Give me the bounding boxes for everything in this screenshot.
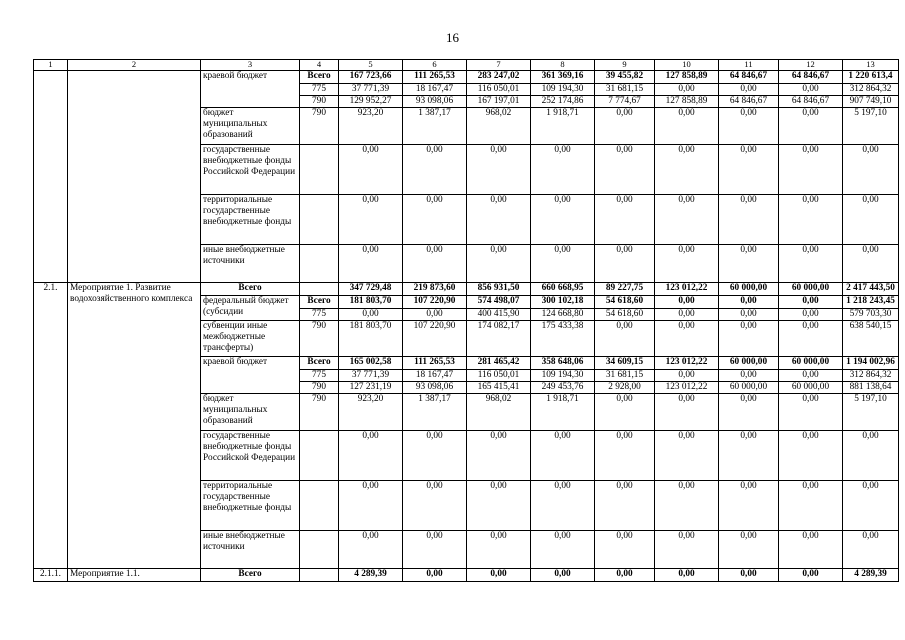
- amount-cell: 54 618,60: [595, 309, 655, 321]
- column-number-row: [34, 60, 899, 71]
- amount-cell: 0,00: [719, 108, 779, 145]
- amount-cell: 2 417 443,50: [843, 283, 899, 296]
- amount-cell: 2 928,00: [595, 382, 655, 394]
- amount-cell: 0,00: [779, 108, 843, 145]
- budget-code-cell: 775: [300, 309, 339, 321]
- amount-cell: 0,00: [403, 531, 467, 569]
- amount-cell: 312 864,32: [843, 84, 899, 96]
- amount-cell: 116 050,01: [467, 84, 531, 96]
- amount-cell: 0,00: [595, 145, 655, 195]
- amount-cell: 281 465,42: [467, 357, 531, 370]
- item-number-cell: 2.1.: [34, 283, 68, 569]
- amount-cell: 39 455,82: [595, 71, 655, 84]
- amount-cell: 111 265,53: [403, 71, 467, 84]
- amount-cell: 5 197,10: [843, 108, 899, 145]
- amount-cell: 0,00: [339, 145, 403, 195]
- amount-cell: 116 050,01: [467, 370, 531, 382]
- amount-cell: 0,00: [467, 431, 531, 481]
- amount-cell: 7 774,67: [595, 96, 655, 108]
- amount-cell: 34 609,15: [595, 357, 655, 370]
- amount-cell: 0,00: [655, 108, 719, 145]
- amount-cell: 0,00: [531, 569, 595, 582]
- amount-cell: 252 174,86: [531, 96, 595, 108]
- amount-cell: 0,00: [339, 245, 403, 283]
- amount-cell: 0,00: [779, 569, 843, 582]
- amount-cell: 856 931,50: [467, 283, 531, 296]
- amount-cell: 638 540,15: [843, 321, 899, 357]
- budget-code-cell: [300, 283, 339, 296]
- amount-cell: 0,00: [403, 245, 467, 283]
- amount-cell: 0,00: [779, 394, 843, 431]
- activity-name-cell: Мероприятие 1. Развитие водохозяйственного комплекса: [68, 283, 201, 569]
- amount-cell: 0,00: [595, 531, 655, 569]
- column-number: 2: [68, 60, 201, 71]
- amount-cell: 60 000,00: [719, 382, 779, 394]
- budget-code-cell: 790: [300, 321, 339, 357]
- amount-cell: 93 098,06: [403, 382, 467, 394]
- amount-cell: 0,00: [595, 569, 655, 582]
- amount-cell: 579 703,30: [843, 309, 899, 321]
- amount-cell: 0,00: [843, 245, 899, 283]
- amount-cell: 0,00: [719, 245, 779, 283]
- column-number: 10: [655, 60, 719, 71]
- amount-cell: 0,00: [719, 481, 779, 531]
- funding-source-cell: территориальные государственные внебюджетные фонды: [201, 195, 300, 245]
- amount-cell: 0,00: [655, 370, 719, 382]
- funding-source-cell: федеральный бюджет (субсидии: [201, 296, 300, 321]
- funding-source-cell: государственные внебюджетные фонды Российской Федерации: [201, 431, 300, 481]
- amount-cell: 361 369,16: [531, 71, 595, 84]
- budget-code-cell: [300, 481, 339, 531]
- amount-cell: 0,00: [779, 321, 843, 357]
- amount-cell: 0,00: [467, 145, 531, 195]
- amount-cell: 0,00: [779, 296, 843, 309]
- amount-cell: 0,00: [531, 245, 595, 283]
- amount-cell: 0,00: [843, 195, 899, 245]
- amount-cell: 358 648,06: [531, 357, 595, 370]
- amount-cell: 0,00: [719, 431, 779, 481]
- amount-cell: 0,00: [719, 531, 779, 569]
- amount-cell: 0,00: [467, 569, 531, 582]
- amount-cell: 0,00: [779, 195, 843, 245]
- amount-cell: 0,00: [779, 145, 843, 195]
- budget-code-cell: Всего: [300, 357, 339, 370]
- funding-source-cell: Всего: [201, 569, 300, 582]
- column-number: 5: [339, 60, 403, 71]
- amount-cell: 123 012,22: [655, 382, 719, 394]
- page-number: 16: [446, 30, 459, 45]
- amount-cell: 660 668,95: [531, 283, 595, 296]
- amount-cell: 0,00: [467, 195, 531, 245]
- amount-cell: 1 387,17: [403, 394, 467, 431]
- amount-cell: 60 000,00: [779, 357, 843, 370]
- table-row: [34, 283, 899, 296]
- amount-cell: 175 433,38: [531, 321, 595, 357]
- amount-cell: 127 858,89: [655, 96, 719, 108]
- amount-cell: 0,00: [779, 481, 843, 531]
- amount-cell: 0,00: [595, 108, 655, 145]
- amount-cell: 123 012,22: [655, 357, 719, 370]
- amount-cell: 0,00: [339, 309, 403, 321]
- amount-cell: 907 749,10: [843, 96, 899, 108]
- amount-cell: 312 864,32: [843, 370, 899, 382]
- amount-cell: 0,00: [403, 195, 467, 245]
- amount-cell: 0,00: [403, 309, 467, 321]
- amount-cell: 37 771,39: [339, 370, 403, 382]
- amount-cell: 0,00: [779, 84, 843, 96]
- amount-cell: 1 194 002,96: [843, 357, 899, 370]
- column-number: 7: [467, 60, 531, 71]
- budget-code-cell: [300, 569, 339, 582]
- amount-cell: 0,00: [403, 431, 467, 481]
- column-number: 12: [779, 60, 843, 71]
- amount-cell: 123 012,22: [655, 283, 719, 296]
- budget-code-cell: [300, 145, 339, 195]
- amount-cell: 347 729,48: [339, 283, 403, 296]
- amount-cell: 0,00: [779, 245, 843, 283]
- amount-cell: 93 098,06: [403, 96, 467, 108]
- amount-cell: 0,00: [655, 84, 719, 96]
- amount-cell: 124 668,80: [531, 309, 595, 321]
- amount-cell: 0,00: [403, 481, 467, 531]
- amount-cell: 923,20: [339, 108, 403, 145]
- amount-cell: 0,00: [719, 394, 779, 431]
- amount-cell: 64 846,67: [779, 96, 843, 108]
- budget-table: [33, 59, 899, 582]
- amount-cell: 0,00: [467, 531, 531, 569]
- amount-cell: 300 102,18: [531, 296, 595, 309]
- budget-code-cell: [300, 195, 339, 245]
- column-number: 6: [403, 60, 467, 71]
- amount-cell: 37 771,39: [339, 84, 403, 96]
- amount-cell: 0,00: [531, 195, 595, 245]
- amount-cell: 0,00: [719, 309, 779, 321]
- amount-cell: 0,00: [843, 145, 899, 195]
- item-number-cell: [34, 71, 68, 283]
- activity-name-cell: [68, 71, 201, 283]
- funding-source-cell: краевой бюджет: [201, 71, 300, 108]
- amount-cell: 0,00: [467, 245, 531, 283]
- amount-cell: 0,00: [339, 431, 403, 481]
- amount-cell: 0,00: [843, 531, 899, 569]
- column-number: 9: [595, 60, 655, 71]
- amount-cell: 968,02: [467, 108, 531, 145]
- funding-source-cell: краевой бюджет: [201, 357, 300, 394]
- amount-cell: 0,00: [779, 531, 843, 569]
- amount-cell: 109 194,30: [531, 370, 595, 382]
- funding-source-cell: государственные внебюджетные фонды Российской Федерации: [201, 145, 300, 195]
- column-number: 11: [719, 60, 779, 71]
- budget-code-cell: 775: [300, 84, 339, 96]
- amount-cell: 167 723,66: [339, 71, 403, 84]
- amount-cell: 0,00: [719, 321, 779, 357]
- amount-cell: 1 918,71: [531, 394, 595, 431]
- amount-cell: 0,00: [531, 531, 595, 569]
- amount-cell: 165 002,58: [339, 357, 403, 370]
- amount-cell: 60 000,00: [779, 283, 843, 296]
- budget-code-cell: 775: [300, 370, 339, 382]
- amount-cell: 0,00: [719, 145, 779, 195]
- amount-cell: 60 000,00: [719, 283, 779, 296]
- amount-cell: 1 218 243,45: [843, 296, 899, 309]
- amount-cell: 5 197,10: [843, 394, 899, 431]
- amount-cell: 0,00: [595, 394, 655, 431]
- amount-cell: 64 846,67: [719, 71, 779, 84]
- amount-cell: 0,00: [655, 569, 719, 582]
- amount-cell: 0,00: [531, 431, 595, 481]
- amount-cell: 0,00: [655, 431, 719, 481]
- amount-cell: 167 197,01: [467, 96, 531, 108]
- amount-cell: 0,00: [339, 531, 403, 569]
- amount-cell: 181 803,70: [339, 296, 403, 309]
- amount-cell: 0,00: [843, 481, 899, 531]
- amount-cell: 4 289,39: [339, 569, 403, 582]
- funding-source-cell: Всего: [201, 283, 300, 296]
- amount-cell: 0,00: [655, 481, 719, 531]
- amount-cell: 60 000,00: [779, 382, 843, 394]
- amount-cell: 1 918,71: [531, 108, 595, 145]
- funding-source-cell: иные внебюджетные источники: [201, 531, 300, 569]
- funding-source-cell: иные внебюджетные источники: [201, 245, 300, 283]
- amount-cell: 0,00: [719, 296, 779, 309]
- amount-cell: 0,00: [719, 569, 779, 582]
- budget-code-cell: 790: [300, 96, 339, 108]
- amount-cell: 60 000,00: [719, 357, 779, 370]
- amount-cell: 0,00: [655, 309, 719, 321]
- amount-cell: 0,00: [595, 321, 655, 357]
- amount-cell: 111 265,53: [403, 357, 467, 370]
- budget-code-cell: Всего: [300, 296, 339, 309]
- amount-cell: 107 220,90: [403, 296, 467, 309]
- amount-cell: 4 289,39: [843, 569, 899, 582]
- amount-cell: 0,00: [655, 195, 719, 245]
- amount-cell: 283 247,02: [467, 71, 531, 84]
- budget-code-cell: [300, 245, 339, 283]
- amount-cell: 18 167,47: [403, 84, 467, 96]
- budget-code-cell: 790: [300, 382, 339, 394]
- amount-cell: 0,00: [339, 481, 403, 531]
- amount-cell: 127 231,19: [339, 382, 403, 394]
- amount-cell: 0,00: [779, 431, 843, 481]
- amount-cell: 0,00: [719, 195, 779, 245]
- amount-cell: 0,00: [531, 145, 595, 195]
- amount-cell: 0,00: [403, 145, 467, 195]
- amount-cell: 1 387,17: [403, 108, 467, 145]
- funding-source-cell: бюджет муниципальных образований: [201, 394, 300, 431]
- amount-cell: 31 681,15: [595, 370, 655, 382]
- budget-code-cell: 790: [300, 394, 339, 431]
- amount-cell: 0,00: [403, 569, 467, 582]
- amount-cell: 0,00: [595, 245, 655, 283]
- amount-cell: 18 167,47: [403, 370, 467, 382]
- amount-cell: 174 082,17: [467, 321, 531, 357]
- amount-cell: 0,00: [655, 245, 719, 283]
- amount-cell: 1 220 613,4: [843, 71, 899, 84]
- activity-name-cell: Мероприятие 1.1.: [68, 569, 201, 582]
- column-number: 1: [34, 60, 68, 71]
- table-row: [34, 71, 899, 84]
- amount-cell: 0,00: [843, 431, 899, 481]
- amount-cell: 0,00: [339, 195, 403, 245]
- funding-source-cell: территориальные государственные внебюджетные фонды: [201, 481, 300, 531]
- amount-cell: 0,00: [719, 84, 779, 96]
- amount-cell: 0,00: [779, 309, 843, 321]
- budget-code-cell: 790: [300, 108, 339, 145]
- amount-cell: 968,02: [467, 394, 531, 431]
- amount-cell: 0,00: [595, 195, 655, 245]
- amount-cell: 219 873,60: [403, 283, 467, 296]
- amount-cell: 0,00: [467, 481, 531, 531]
- amount-cell: 923,20: [339, 394, 403, 431]
- amount-cell: 64 846,67: [779, 71, 843, 84]
- table-row: [34, 569, 899, 582]
- column-number: 8: [531, 60, 595, 71]
- amount-cell: 89 227,75: [595, 283, 655, 296]
- amount-cell: 0,00: [531, 481, 595, 531]
- amount-cell: 64 846,67: [719, 96, 779, 108]
- amount-cell: 0,00: [655, 296, 719, 309]
- amount-cell: 31 681,15: [595, 84, 655, 96]
- funding-source-cell: бюджет муниципальных образований: [201, 108, 300, 145]
- amount-cell: 0,00: [655, 394, 719, 431]
- amount-cell: 181 803,70: [339, 321, 403, 357]
- column-number: 4: [300, 60, 339, 71]
- amount-cell: 127 858,89: [655, 71, 719, 84]
- amount-cell: 129 952,27: [339, 96, 403, 108]
- column-number: 13: [843, 60, 899, 71]
- amount-cell: 574 498,07: [467, 296, 531, 309]
- budget-code-cell: [300, 531, 339, 569]
- amount-cell: 249 453,76: [531, 382, 595, 394]
- amount-cell: 54 618,60: [595, 296, 655, 309]
- amount-cell: 107 220,90: [403, 321, 467, 357]
- item-number-cell: 2.1.1.: [34, 569, 68, 582]
- amount-cell: 0,00: [655, 321, 719, 357]
- budget-code-cell: [300, 431, 339, 481]
- amount-cell: 0,00: [595, 431, 655, 481]
- budget-code-cell: Всего: [300, 71, 339, 84]
- funding-source-cell: субвенции иные межбюджетные трансферты): [201, 321, 300, 357]
- amount-cell: 881 138,64: [843, 382, 899, 394]
- amount-cell: 0,00: [779, 370, 843, 382]
- amount-cell: 165 415,41: [467, 382, 531, 394]
- amount-cell: 109 194,30: [531, 84, 595, 96]
- column-number: 3: [201, 60, 300, 71]
- amount-cell: 0,00: [655, 531, 719, 569]
- amount-cell: 0,00: [595, 481, 655, 531]
- amount-cell: 0,00: [719, 370, 779, 382]
- amount-cell: 400 415,90: [467, 309, 531, 321]
- amount-cell: 0,00: [655, 145, 719, 195]
